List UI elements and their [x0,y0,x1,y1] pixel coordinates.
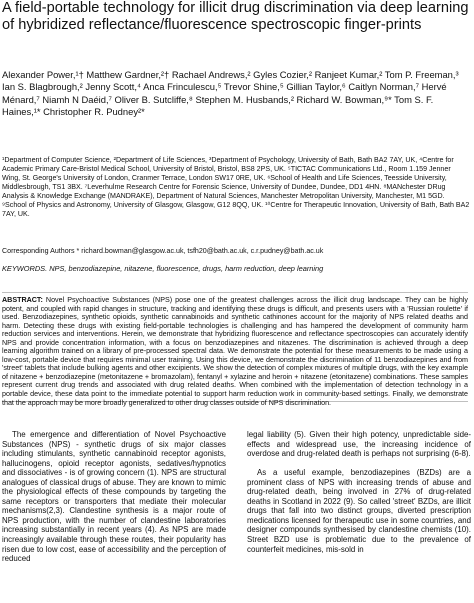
body-left-column [2,430,226,573]
body-paragraph: legal liability (5). Given their high potency, unpredictable side-effects and widespread use, the increasing incidence of overdose and drug-related death is perhaps not surprising (6-8). [247,430,471,459]
abstract-label: ABSTRACT: [2,296,43,304]
abstract-box [2,292,468,407]
abstract-text: Novel Psychoactive Substances (NPS) pose one of the greatest challenges across the illicit drug landscape. They can be highly potent, and coupled with rapid changes in structure, tracking and identifying these drugs is difficult, and presents users with a 'Russian roulette' if used. Benzodiazepines, synthetic opioids, synthetic cannabinoids and synthetic cathinones account for the majority of NPS related deaths and harm. Detecting these drugs with existing field-portable technologies is challenging and has hampered the development of community harm reduction services and interventions. Herein, we demonstrate that hybridizing fluorescence and reflectance spectroscopies can accurately identify NPS and provide concentration information, with a focus on benzodiazepines and nitazenes. The discrimination is achieved through a deep learning algorithm trained on a library of pre-processed spectral data. We demonstrate the potential for these measurements to be made using a low-cost, portable device that requires minimal user training. Using this device, we demonstrate the discrimination of 11 benzodiazepines and from 'street' tablets that include bulking agents and other excipients. We show the detection of complex mixtures of multiple drugs, with the key example of nitazene + benzodiazepine (metonitazene + bromazolam), fentanyl + xylazine and heroin + nitazene (etonitazene) combinations. These samples represent current drug trends and associated with drug related deaths. When combined with the implementation of detection technology in a portable device, these data point to the immediate potential to support harm reduction work in community-based settings. Finally, we demonstrate that the approach may be more broadly generalized to other drug classes outside of NPS discrimination. [2,296,468,407]
corresponding-authors: Corresponding Authors * richard.bowman@glasgow.ac.uk, tsfh20@bath.ac.uk, c.r.pudney@bath.ac.uk [2,247,324,255]
body-right-column [247,430,471,564]
paper-title: A field-portable technology for illicit drug discrimination via deep learning of hybridized reflectance/fluorescence spectroscopic finger-prints [2,0,469,33]
abstract [2,296,468,407]
body-paragraph: The emergence and differentiation of Novel Psychoactive Substances (NPS) - synthetic drugs of six major classes including stimulants, synthetic cannabinoid receptor agonists, hallucinogens, opioid receptor agonists, sedatives/hypnotics and dissociatives - is of growing concern (1). NPS are structural analogues of classical drugs of abuse. They are known to mimic the physiological effects of these compounds by targeting the same receptors or transporters that mediate their molecular mechanisms(2,3). Clandestine synthesis is a major route of NPS production, with the number of clandestine laboratories increasing substantially in recent years (4). As NPS are made increasingly available through these routes, their popularity has risen due to low cost, ease of accessibility and the perception of reduced [2,430,226,564]
author-list: Alexander Power,¹† Matthew Gardner,²† Rachael Andrews,² Gyles Cozier,² Ranjeet Kumar,² Tom P. Freeman,³ Ian S. Blagbrough,² Jenny Scott,⁴ Anca Frinculescu,⁵ Trevor Shine,⁵ Gillian Taylor,⁶ Caitlyn Norman,⁷ Hervé Ménard,⁷ Niamh N Daéid,⁷ Oliver B. Sutcliffe,⁸ Stephen M. Husbands,² Richard W. Bowman,⁹* Tom S. F. Haines,¹* Christopher R. Pudney²* [2,69,459,117]
body-paragraph: As a useful example, benzodiazepines (BZDs) are a prominent class of NPS with increasing trends of abuse and drug-related death, being involved in 27% of drug-related deaths in Scotland in 2022 (9). So called 'street' BZDs, are illicit drugs that fall into two distinct groups, diverted prescription medications licensed for therapeutic use in some countries, and designer compounds synthesised by clandestine chemists (10). Street BZD use is problematic due to the prevalence of counterfeit medicines, mis-sold in [247,468,471,554]
affiliations: ¹Department of Computer Science, ²Department of Life Sciences, ³Department of Psychology, University of Bath, Bath BA2 7AY, UK, ⁴Centre for Academic Primary Care-Bristol Medical School, University of Bristol, Bristol, BS8 2PS, UK. ⁵TICTAC Communications Ltd., Room 1.159 Jenner Wing, St. George's University of London, Cranmer Terrace, London SW17 0RE, UK. ⁶School of Health and Life Sciences, Teesside University, Middlesbrough, TS1 3BX. ⁷Leverhulme Research Centre for Forensic Science, University of Dundee, Dundee, DD1 4HN. ⁸MANchester DRug Analysis & Knowledge Exchange (MANDRAKE), Department of Natural Sciences, Manchester Metropolitan University, Manchester, M1 5GD. ⁹School of Physics and Astronomy, University of Glasgow, Glasgow, G12 8QQ, UK. ¹⁰Centre for Therapeutic Innovation, University of Bath, Bath BA2 7AY, UK. [2,156,470,219]
keywords: KEYWORDS. NPS, benzodiazepine, nitazene, fluorescence, drugs, harm reduction, deep learning [2,264,324,273]
